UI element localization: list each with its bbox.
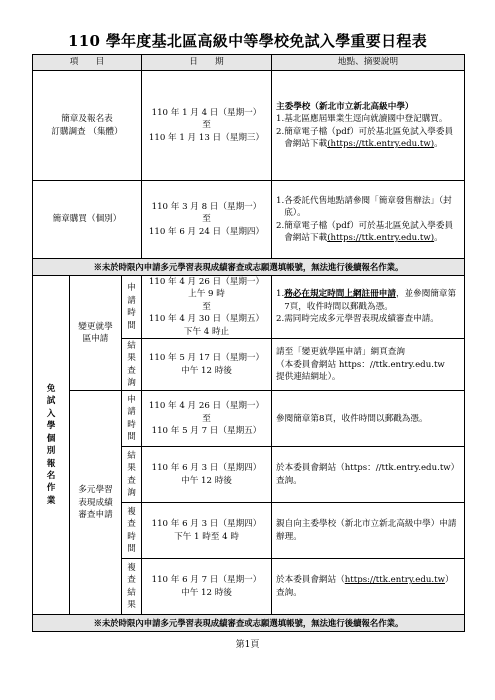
website-link[interactable]: https：//ttk.entry.edu.tw	[344, 463, 451, 474]
date-cell: 110 年 6 月 3 日（星期四） 中午 12 時後	[142, 447, 272, 503]
date-text: 至	[202, 120, 211, 131]
desc-emphasis: 務必在規定時間上網註冊申請	[284, 289, 396, 300]
notice-row	[33, 615, 465, 632]
desc-heading: 主委學校（新北市立新北高級中學）	[276, 101, 414, 112]
item-cell: 簡章購買（個別）	[33, 181, 142, 259]
notice-text: ※未於時限內申請多元學習表現成績審查或志願選填帳號，無法進行後續報名作業。	[33, 259, 465, 276]
group-label: 多元學習表現成績審查申請	[70, 391, 122, 615]
date-text: 110 年 6 月 24 日（星期四）	[148, 226, 265, 237]
desc-cell: 親自向主委學校（新北市立新北高級中學）申請辦理。	[272, 503, 465, 559]
date-text: 110 年 1 月 4 日（星期一）	[151, 107, 262, 118]
date-text: 至	[202, 214, 211, 225]
desc-cell: 於本委員會網站（https://ttk.entry.edu.tw）查詢。	[272, 559, 465, 615]
sub-label: 申 請 時 間	[122, 276, 142, 339]
sub-label: 複 查 時 間	[122, 503, 142, 559]
website-link[interactable]: https://ttk.entry.edu.tw	[344, 575, 445, 586]
date-cell	[142, 181, 272, 259]
date-text: 110 年 3 月 8 日（星期一）	[151, 201, 262, 212]
desc-text: 簡章電子檔（pdf）可於基北區免試入學委員會網站下載	[284, 126, 454, 149]
sub-label: 申 請 時 間	[122, 391, 142, 447]
desc-text: 需同時完成多元學習表現成績審查申請。	[284, 314, 439, 325]
date-text: 110 年 1 月 13 日（星期三）	[148, 132, 265, 143]
sub-label: 結 果 查 詢	[122, 447, 142, 503]
date-cell: 110 年 6 月 7 日（星期一） 中午 12 時後	[142, 559, 272, 615]
website-link[interactable]: https：//ttk.entry.edu.tw	[338, 359, 445, 370]
desc-cell: 於本委員會網站（https：//ttk.entry.edu.tw）查詢。	[272, 447, 465, 503]
page-number: 第1頁	[235, 640, 260, 650]
date-cell: 110 年 5 月 17 日（星期一） 中午 12 時後	[142, 339, 272, 391]
notice-row	[33, 259, 465, 276]
item-cell	[33, 71, 142, 181]
desc-text: 簡章電子檔（pdf）可於基北區免試入學委員會網站下載	[284, 220, 454, 243]
table-row	[33, 181, 465, 259]
website-link[interactable]: (https://ttk.entry.edu.tw)	[327, 138, 435, 149]
group-label: 變更就學區申請	[70, 276, 122, 391]
page-title: 110 學年度基北區高級中等學校免試入學重要日程表	[67, 32, 428, 50]
table-row	[33, 276, 465, 339]
desc-cell: 參閱簡章第8頁，收件時間以郵戳為憑。	[272, 391, 465, 447]
item-text: 簡章及報名表	[61, 114, 113, 125]
desc-cell: 1. 務必在規定時間上網註冊申請，並參閱簡章第7頁，收件時間以郵戳為憑。 2. 需同時完成多元學習表現成績審查申請。	[272, 276, 465, 339]
desc-cell: 1. 各委託代售地點請參閱「簡章發售辦法」（封底）。 2. 簡章電子檔（pdf）可於基北區免試入學委員會網站下載(https://ttk.entry.edu.tw)。	[272, 181, 465, 259]
desc-text: 各委託代售地點請參閱「簡章發售辦法」（封底）。	[284, 195, 452, 219]
date-cell: 110 年 4 月 26 日（星期一） 至 110 年 5 月 7 日（星期五）	[142, 391, 272, 447]
sub-label: 結 果 查 詢	[122, 339, 142, 391]
notice-text: ※未於時限內申請多元學習表現成績審查或志願選填帳號，無法進行後續報名作業。	[33, 615, 465, 632]
header-row	[33, 55, 465, 71]
desc-cell: 主委學校（新北市立新北高級中學） 1. 基北區應屆畢業生逕向就讀國中登記購買。 2. 簡章電子檔（pdf）可於基北區免試入學委員會網站下載(https://ttk.entry.edu.tw)。	[272, 71, 465, 181]
date-cell: 110 年 6 月 3 日（星期四） 下午 1 時至 4 時	[142, 503, 272, 559]
schedule-table	[32, 54, 465, 632]
date-cell	[142, 71, 272, 181]
item-text: 訂購調查 （集體）	[51, 126, 123, 137]
header-item: 項 目	[33, 55, 142, 71]
table-row	[33, 391, 465, 447]
header-date: 日 期	[142, 55, 272, 71]
header-desc: 地點、摘要說明	[272, 55, 465, 71]
website-link[interactable]: (https://ttk.entry.edu.tw)	[327, 232, 435, 243]
table-row	[33, 71, 465, 181]
sub-label: 複 查 結 果	[122, 559, 142, 615]
desc-text: 基北區應屆畢業生逕向就讀國中登記購買。	[284, 114, 448, 125]
date-cell: 110 年 4 月 26 日（星期一） 上午 9 時 至 110 年 4 月 30 日（星期五） 下午 4 時止	[142, 276, 272, 339]
section-label: 免 試 入 學 個 別 報 名 作 業	[33, 276, 70, 615]
desc-cell: 請至「變更就學區申請」網頁查詢 （本委員會網站 https：//ttk.entry.edu.tw 提供連結網址）。	[272, 339, 465, 391]
